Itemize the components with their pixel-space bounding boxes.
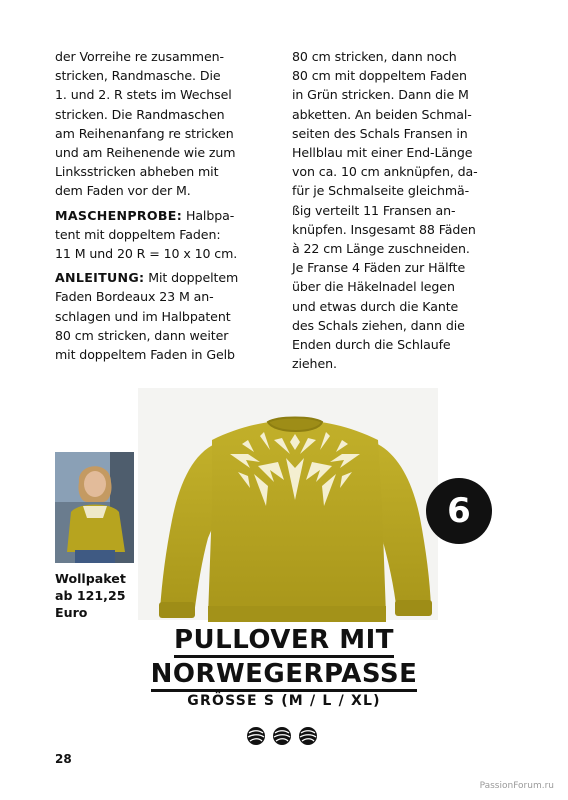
- paragraph-right: [292, 47, 517, 373]
- text-line: stricken, Randmasche. Die: [55, 68, 221, 84]
- title-line: NORWEGERPASSE: [151, 659, 418, 692]
- text-line: 80 cm mit doppeltem Faden: [292, 68, 467, 84]
- watermark: PassionForum.ru: [479, 781, 554, 791]
- text-line: mit doppeltem Faden in Gelb: [55, 347, 235, 363]
- difficulty-rating: [245, 724, 323, 748]
- left-cuff: [159, 602, 195, 618]
- gauge-label: MASCHENPROBE:: [55, 207, 183, 223]
- text-line: ab 121,25: [55, 588, 126, 603]
- paragraph-instructions: [55, 268, 270, 364]
- text-line: Faden Bordeaux 23 M an-: [55, 289, 214, 305]
- text-line: dem Faden vor der M.: [55, 183, 191, 199]
- text-line: in Grün stricken. Dann die M: [292, 87, 469, 103]
- text-column-left: [55, 47, 270, 364]
- text-line: ßig verteilt 11 Fransen an-: [292, 202, 456, 218]
- text-line: Enden durch die Schlaufe: [292, 337, 451, 353]
- text-line: und am Reihenende wie zum: [55, 145, 236, 161]
- sweater-body: [208, 420, 386, 617]
- text-line: 80 cm stricken, dann noch: [292, 49, 457, 64]
- text-line: Wollpaket: [55, 571, 126, 586]
- paragraph-continuation: [55, 47, 270, 201]
- text-line: Halbpa-: [182, 207, 235, 223]
- hem-ribbing: [208, 606, 386, 622]
- pattern-number-badge: 6: [426, 478, 492, 544]
- right-cuff: [395, 600, 432, 616]
- text-line: Mit doppeltem: [144, 270, 239, 286]
- paragraph-gauge: [55, 206, 270, 264]
- text-line: über die Häkelnadel legen: [292, 279, 455, 295]
- text-line: abketten. An beiden Schmal-: [292, 106, 472, 122]
- text-line: von ca. 10 cm anknüpfen, da-: [292, 164, 478, 180]
- text-line: der Vorreihe re zusammen-: [55, 49, 224, 64]
- text-column-right: [292, 47, 517, 373]
- text-line: 1. und 2. R stets im Wechsel: [55, 87, 232, 103]
- text-line: seiten des Schals Fransen in: [292, 125, 468, 141]
- text-line: knüpfen. Insgesamt 88 Fäden: [292, 221, 476, 237]
- text-line: ziehen.: [292, 356, 337, 372]
- instructions-label: ANLEITUNG:: [55, 270, 145, 286]
- yarn-package-note: [55, 570, 126, 621]
- text-line: des Schals ziehen, dann die: [292, 317, 465, 333]
- text-line: schlagen und im Halbpatent: [55, 308, 231, 324]
- text-line: tent mit doppeltem Faden:: [55, 226, 221, 242]
- text-line: für je Schmalseite gleichmä-: [292, 183, 470, 199]
- text-line: am Reihenanfang re stricken: [55, 125, 234, 141]
- text-line: à 22 cm Länge zuschneiden.: [292, 241, 470, 257]
- neckline: [268, 418, 322, 432]
- text-line: und etwas durch die Kante: [292, 298, 459, 314]
- pattern-title: [0, 624, 568, 692]
- text-line: Je Franse 4 Fäden zur Hälfte: [292, 260, 466, 276]
- text-line: 80 cm stricken, dann weiter: [55, 327, 229, 343]
- yarn-ball-icon: [247, 727, 265, 745]
- size-label: GRÖSSE S (M / L / XL): [187, 693, 381, 709]
- title-line: PULLOVER MIT: [174, 625, 394, 658]
- text-line: Linksstricken abheben mit: [55, 164, 219, 180]
- model-photo: [55, 452, 134, 563]
- text-line: Hellblau mit einer End-Länge: [292, 145, 473, 161]
- text-line: Euro: [55, 605, 88, 620]
- text-line: stricken. Die Randmaschen: [55, 106, 225, 122]
- yarn-ball-icon: [299, 727, 317, 745]
- page-number: 28: [55, 752, 72, 766]
- yarn-ball-icon: [273, 727, 291, 745]
- text-line: 11 M und 20 R = 10 x 10 cm.: [55, 246, 238, 262]
- sweater-image: [150, 410, 450, 635]
